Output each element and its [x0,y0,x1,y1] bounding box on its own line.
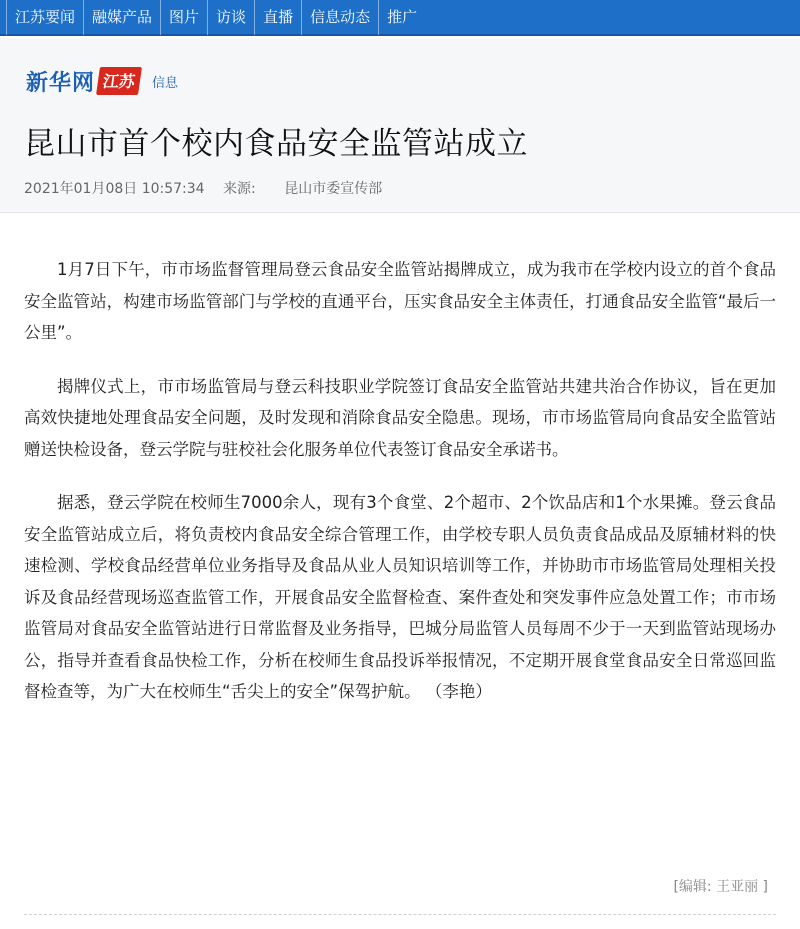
logo-channel-label: 信息 [152,75,179,91]
source-label: 来源: [223,181,256,197]
site-logo[interactable] [26,66,178,96]
article-body [24,254,776,730]
nav-item-live[interactable]: 直播 [254,0,301,35]
top-nav-bar [0,0,800,36]
article-title: 昆山市首个校内食品安全监管站成立 [24,126,528,162]
nav-item-media-products[interactable]: 融媒产品 [83,0,160,35]
editor-credit: [编辑: 王亚丽 ] [673,879,768,895]
nav-item-promotion[interactable]: 推广 [378,0,425,35]
nav-item-pictures[interactable]: 图片 [160,0,207,35]
logo-region-badge: 江苏 [96,67,142,95]
article-paragraph-2: 揭牌仪式上，市市场监管局与登云科技职业学院签订食品安全监管站共建共治合作协议，旨在更加高效快捷地处理食品安全问题，及时发现和消除食品安全隐患。现场，市市场监管局向食品安全监管站赠送快检设备，登云学院与驻校社会化服务单位代表签订食品安全承诺书。 [24,376,776,459]
source-value: 昆山市委宣传部 [284,181,383,197]
nav-item-interviews[interactable]: 访谈 [207,0,254,35]
nav-item-info-updates[interactable]: 信息动态 [301,0,378,35]
article-header [0,38,800,213]
bottom-divider [24,914,776,915]
article-paragraph-3: 据悉，登云学院在校师生7000余人，现有3个食堂、2个超市、2个饮品店和1个水果摊。登云食品安全监管站成立后，将负责校内食品安全综合管理工作，由学校专职人员负责食品成品及原辅材料的快速检测、学校食品经营单位业务指导及食品从业人员知识培训等工作，并协助市市场监管局处理相关投诉及食品经营现场巡查监管工作，开展食品安全监督检查、案件查处和突发事件应急处置工作；市市场监管局对食品安全监管站进行日常监督及业务指导，巴城分局监管人员每周不少于一天到监管站现场办公，指导并查看食品快检工作，分析在校师生食品投诉举报情况，不定期开展食堂食品安全日常巡回监督检查等，为广大在校师生“舌尖上的安全”保驾护航。 （李艳） [24,493,776,701]
logo-main-text: 新华网 [26,69,96,96]
nav-item-jiangsu-news[interactable]: 江苏要闻 [6,0,83,35]
publish-datetime: 2021年01月08日 10:57:34 [24,181,205,197]
article-paragraph-1: 1月7日下午，市市场监督管理局登云食品安全监管站揭牌成立，成为我市在学校内设立的首个食品安全监管站，构建市场监管部门与学校的直通平台，压实食品安全主体责任，打通食品安全监管“最后一公里”。 [24,260,776,342]
article-meta [24,178,382,198]
